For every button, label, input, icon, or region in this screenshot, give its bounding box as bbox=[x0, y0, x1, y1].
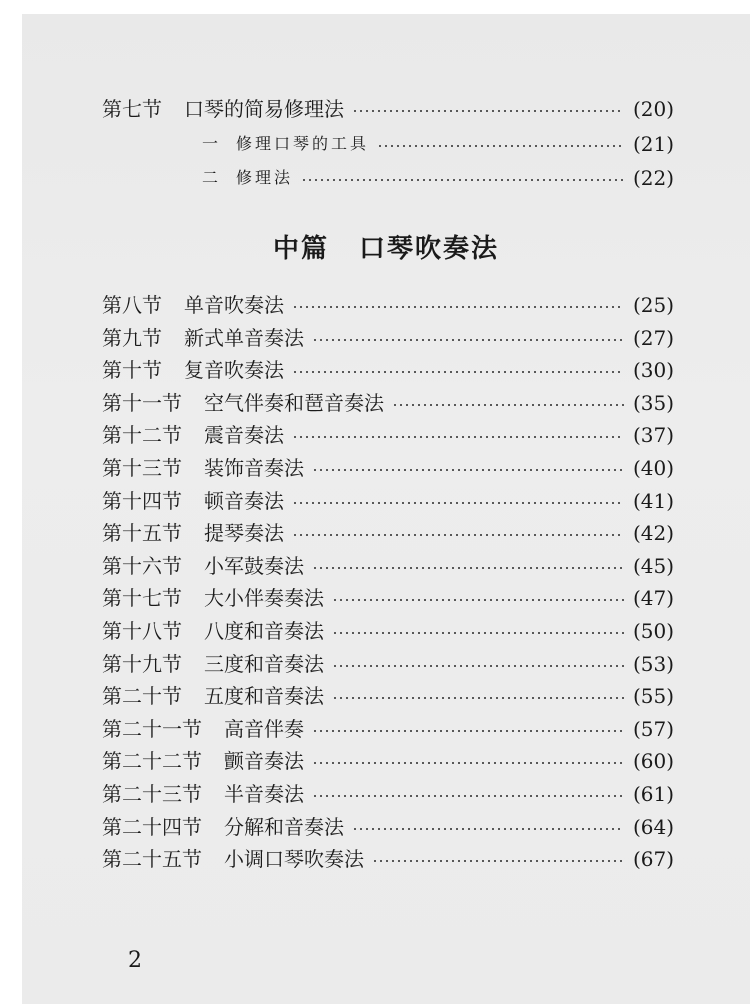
entry-page: (27) bbox=[632, 325, 674, 350]
entry-page: (53) bbox=[632, 651, 674, 676]
entry-title: 顿音奏法 bbox=[204, 488, 284, 513]
dot-leader bbox=[372, 860, 624, 862]
toc-entry bbox=[102, 649, 674, 679]
entry-number: 第十七节 bbox=[102, 586, 182, 611]
entry-title: 五度和音奏法 bbox=[204, 684, 324, 709]
entry-page: (42) bbox=[632, 521, 674, 546]
toc-entry bbox=[102, 388, 674, 418]
entry-number: 第二十三节 bbox=[102, 782, 202, 806]
entry-page: (25) bbox=[632, 293, 674, 317]
dot-leader bbox=[292, 534, 624, 536]
entry-number: 第十六节 bbox=[102, 553, 182, 578]
entry-page: (41) bbox=[632, 488, 674, 513]
entry-page: (47) bbox=[632, 586, 674, 611]
entry-number: 第八节 bbox=[102, 293, 162, 317]
entry-title: 分解和音奏法 bbox=[224, 814, 344, 839]
toc-entry bbox=[102, 323, 674, 353]
toc-subentry-tools bbox=[102, 131, 674, 157]
entry-title: 大小伴奏奏法 bbox=[204, 586, 324, 611]
part-label: 中篇 bbox=[272, 234, 329, 264]
toc-entry bbox=[102, 616, 674, 646]
toc-entry bbox=[102, 681, 674, 711]
entry-title: 八度和音奏法 bbox=[204, 619, 324, 643]
entry-page: (20) bbox=[632, 97, 674, 121]
dot-leader bbox=[352, 828, 624, 830]
toc-entry bbox=[102, 583, 674, 613]
subentry-title: 修理口琴的工具 bbox=[236, 134, 370, 153]
dot-leader bbox=[332, 665, 624, 667]
dot-leader bbox=[312, 762, 624, 764]
entry-number: 第十节 bbox=[102, 358, 162, 383]
entry-number: 第二十四节 bbox=[102, 814, 202, 839]
dot-leader bbox=[312, 730, 624, 732]
entry-page: (61) bbox=[632, 782, 674, 806]
page-number: 2 bbox=[128, 948, 142, 973]
entry-title: 颤音奏法 bbox=[224, 749, 304, 774]
entry-number: 第十五节 bbox=[102, 521, 182, 546]
entry-number: 第十九节 bbox=[102, 651, 182, 676]
entry-page: (50) bbox=[632, 619, 674, 643]
toc-subentry-repair bbox=[102, 165, 674, 191]
subentry-number: 二 bbox=[202, 168, 219, 187]
toc-entry bbox=[102, 551, 674, 581]
entry-number: 第十四节 bbox=[102, 488, 182, 513]
toc-entry bbox=[102, 290, 674, 320]
entry-title: 震音奏法 bbox=[204, 423, 284, 448]
dot-leader bbox=[292, 502, 624, 504]
subentry-number: 一 bbox=[202, 134, 219, 153]
toc-entry bbox=[102, 420, 674, 450]
entry-page: (37) bbox=[632, 423, 674, 448]
part-title: 口琴吹奏法 bbox=[359, 234, 500, 264]
entry-title: 装饰音奏法 bbox=[204, 456, 304, 480]
entry-title: 复音吹奏法 bbox=[184, 358, 284, 383]
toc-entry bbox=[102, 779, 674, 809]
entry-title: 半音奏法 bbox=[224, 782, 304, 806]
toc-entry-section-7 bbox=[102, 94, 674, 124]
toc-entry bbox=[102, 844, 674, 874]
dot-leader bbox=[377, 145, 624, 147]
toc-entry bbox=[102, 812, 674, 842]
entry-page: (55) bbox=[632, 684, 674, 709]
toc-entry bbox=[102, 746, 674, 776]
dot-leader bbox=[332, 632, 624, 634]
toc-entry bbox=[102, 453, 674, 483]
dot-leader bbox=[332, 697, 624, 699]
dot-leader bbox=[352, 110, 624, 112]
entry-title: 口琴的简易修理法 bbox=[184, 97, 344, 121]
entry-page: (57) bbox=[632, 716, 674, 741]
entry-number: 第九节 bbox=[102, 325, 162, 350]
entry-number: 第十三节 bbox=[102, 456, 182, 480]
entry-number: 第二十节 bbox=[102, 684, 182, 709]
dot-leader bbox=[332, 599, 624, 601]
dot-leader bbox=[292, 371, 624, 373]
dot-leader bbox=[301, 179, 624, 181]
entry-number: 第十一节 bbox=[102, 390, 182, 415]
dot-leader bbox=[312, 795, 624, 797]
toc-entry bbox=[102, 714, 674, 744]
toc-entry bbox=[102, 486, 674, 516]
part-heading bbox=[22, 228, 750, 265]
entry-title: 小调口琴吹奏法 bbox=[224, 847, 364, 872]
entry-page: (45) bbox=[632, 553, 674, 578]
subentry-page: (22) bbox=[632, 166, 674, 190]
entry-page: (64) bbox=[632, 814, 674, 839]
entry-title: 单音吹奏法 bbox=[184, 293, 284, 317]
entry-number: 第二十一节 bbox=[102, 716, 202, 741]
entry-page: (40) bbox=[632, 456, 674, 480]
dot-leader bbox=[312, 339, 624, 341]
entry-title: 提琴奏法 bbox=[204, 521, 284, 546]
dot-leader bbox=[312, 567, 624, 569]
entry-title: 空气伴奏和琶音奏法 bbox=[204, 390, 384, 415]
entry-page: (67) bbox=[632, 847, 674, 872]
entry-page: (60) bbox=[632, 749, 674, 774]
entry-number: 第二十五节 bbox=[102, 847, 202, 872]
dot-leader bbox=[292, 306, 624, 308]
entry-page: (30) bbox=[632, 358, 674, 383]
dot-leader bbox=[292, 436, 624, 438]
toc-entry bbox=[102, 518, 674, 548]
entry-number: 第十二节 bbox=[102, 423, 182, 448]
dot-leader bbox=[312, 469, 624, 471]
entry-number: 第二十二节 bbox=[102, 749, 202, 774]
entry-page: (35) bbox=[632, 390, 674, 415]
entry-title: 小军鼓奏法 bbox=[204, 553, 304, 578]
subentry-page: (21) bbox=[632, 132, 674, 156]
entry-number: 第七节 bbox=[102, 97, 162, 121]
dot-leader bbox=[392, 404, 624, 406]
entry-title: 新式单音奏法 bbox=[184, 325, 304, 350]
toc-entry bbox=[102, 355, 674, 385]
entry-title: 三度和音奏法 bbox=[204, 651, 324, 676]
entry-number: 第十八节 bbox=[102, 619, 182, 643]
subentry-title: 修理法 bbox=[236, 168, 294, 187]
entry-title: 高音伴奏 bbox=[224, 716, 304, 741]
book-page bbox=[22, 14, 750, 1004]
